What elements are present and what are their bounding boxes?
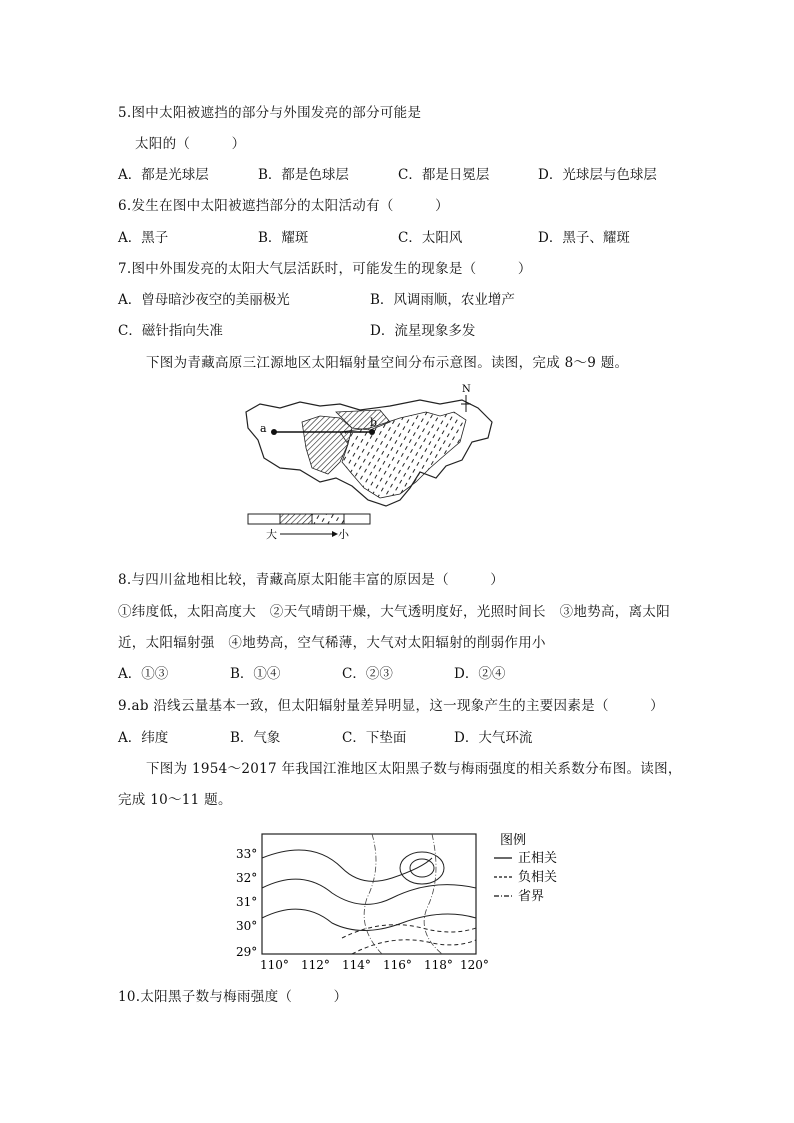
legend-positive: 正相关: [518, 851, 558, 866]
lon-label-118: 118°: [424, 958, 453, 972]
q9-stem: 9.ab 沿线云量基本一致，但太阳辐射量差异明显，这一现象产生的主要因素是（ ）: [118, 698, 664, 714]
lat-label-32: 32°: [236, 871, 258, 885]
q8-option-c: C．②③: [342, 666, 393, 682]
legend-title: 图例: [500, 833, 527, 848]
correlation-map: [232, 828, 572, 973]
point-b-dot: [369, 429, 375, 435]
north-label: N: [462, 384, 471, 395]
q5-option-b: B．都是色球层: [258, 167, 349, 183]
q9-option-c: C．下垫面: [342, 730, 407, 746]
lon-label-116: 116°: [383, 958, 412, 972]
legend-large: 大: [266, 528, 277, 541]
q5-option-c: C．都是日冕层: [398, 167, 490, 183]
q7-stem: 7.图中外围发亮的太阳大气层活跃时，可能发生的现象是（ ）: [118, 261, 532, 277]
legend-small: 小: [338, 528, 349, 541]
q9-option-d: D．大气环流: [454, 730, 533, 746]
q6-option-a: A．黑子: [118, 230, 169, 246]
q6-option-d: D．黑子、耀斑: [538, 230, 630, 246]
q5-stem-line1: 5.图中太阳被遮挡的部分与外围发亮的部分可能是: [118, 105, 422, 121]
point-b-label: b: [370, 416, 378, 429]
intro-8-9: 下图为青藏高原三江源地区太阳辐射量空间分布示意图。读图，完成 8～9 题。: [146, 355, 629, 371]
q9-option-a: A．纬度: [118, 730, 169, 746]
legend-negative: 负相关: [518, 870, 558, 885]
q5-option-a: A．都是光球层: [118, 167, 209, 183]
q5-option-d: D．光球层与色球层: [538, 167, 657, 183]
q8-stem: 8.与四川盆地相比较，青藏高原太阳能丰富的原因是（ ）: [118, 572, 505, 588]
intro-10-11-line2: 完成 10～11 题。: [118, 792, 232, 808]
lon-label-114: 114°: [342, 958, 371, 972]
q10-stem: 10.太阳黑子数与梅雨强度（ ）: [118, 989, 348, 1005]
lat-label-31: 31°: [236, 895, 258, 909]
lat-label-30: 30°: [236, 919, 258, 933]
q8-reasons-line2: 近，太阳辐射强 ④地势高，空气稀薄，大气对太阳辐射的削弱作用小: [118, 635, 546, 651]
q6-option-b: B．耀斑: [258, 230, 309, 246]
lon-label-120: 120°: [460, 958, 489, 972]
point-a-label: a: [260, 422, 267, 435]
q8-option-a: A．①③: [118, 666, 169, 682]
q7-option-a: A．曾母暗沙夜空的美丽极光: [118, 292, 290, 308]
q8-reasons-line1: ①纬度低，太阳高度大 ②天气晴朗干燥，大气透明度好，光照时间长 ③地势高，离太阳: [118, 604, 670, 620]
q6-stem: 6.发生在图中太阳被遮挡部分的太阳活动有（ ）: [118, 198, 449, 214]
intro-10-11-line1: 下图为 1954～2017 年我国江淮地区太阳黑子数与梅雨强度的相关系数分布图。读图，: [146, 761, 682, 777]
q5-stem-line2: 太阳的（ ）: [135, 136, 246, 152]
lat-label-33: 33°: [236, 847, 258, 861]
q7-option-b: B．风调雨顺，农业增产: [370, 292, 515, 308]
q8-option-d: D．②④: [454, 666, 506, 682]
q7-option-d: D．流星现象多发: [370, 323, 476, 339]
q7-option-c: C．磁针指向失准: [118, 323, 223, 339]
legend-border: 省界: [518, 889, 545, 904]
lat-label-29: 29°: [236, 945, 258, 959]
solar-radiation-map: [240, 382, 502, 542]
lon-label-110: 110°: [260, 958, 289, 972]
q6-option-c: C．太阳风: [398, 230, 463, 246]
point-a-dot: [271, 429, 277, 435]
lon-label-112: 112°: [301, 958, 330, 972]
q8-option-b: B．①④: [230, 666, 281, 682]
q9-option-b: B．气象: [230, 730, 281, 746]
